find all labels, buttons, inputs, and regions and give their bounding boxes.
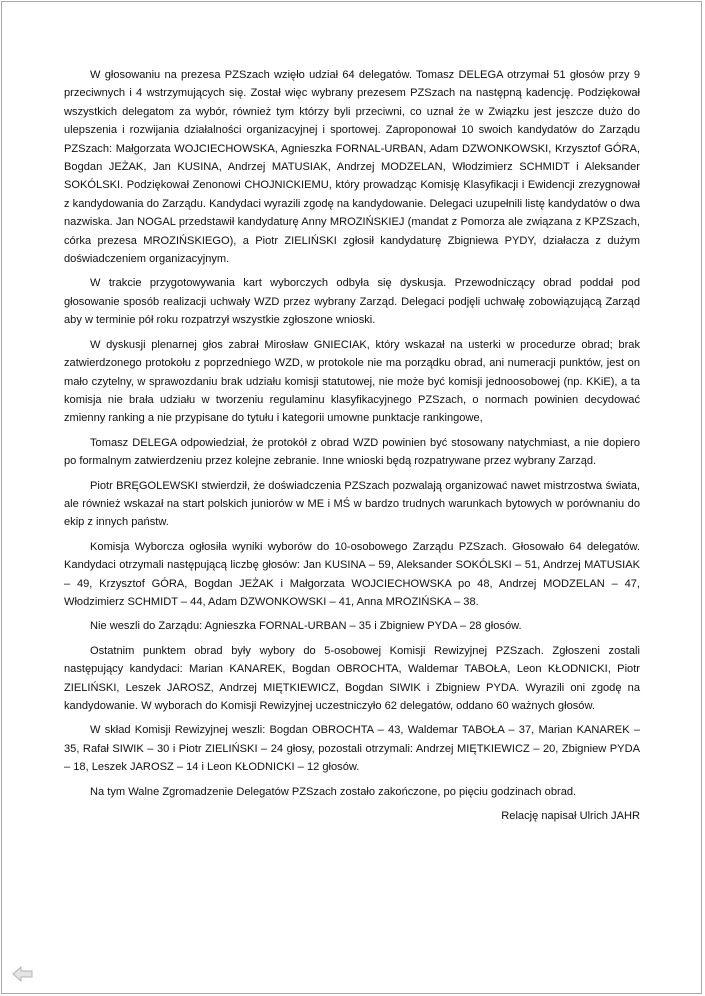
paragraph-board-results: Komisja Wyborcza ogłosiła wyniki wyborów do 10-osobowego Zarządu PZSzach. Głosowało 64 delegatów. Kandydaci otrzymali następującą liczbę głosów: Jan KUSINA – 59, Aleksander SOKÓLSKI – 51, Andrzej MATUSIAK – 49, Krzysztof GÓRA, Bogdan JEŻAK i Małgorzata WOJCIECHOWSKA po 48, Andrzej MODZELAN – 47, Włodzimierz SCHMIDT – 44, Adam DZWONKOWSKI – 41, Anna MROZIŃSKA – 38.	[64, 540, 640, 608]
paragraph-discussion: W trakcie przygotowywania kart wyborczych odbyła się dyskusja. Przewodniczący obrad poddał pod głosowanie sposób realizacji uchwały WZD przez wybrany Zarząd. Delegaci podjęli uchwałę zobowiązującą Zarząd aby w terminie pół roku rozpatrzył wszystkie zgłoszone wnioski.	[64, 277, 640, 327]
paragraph-audit-commission-candidates: Ostatnim punktem obrad były wybory do 5-osobowej Komisji Rewizyjnej PZSzach. Zgłoszeni zostali następujący kandydaci: Marian KANAREK, Bogdan OBROCHTA, Waldemar TABOŁA, Leon KŁODNICKI, Piotr ZIELIŃSKI, Leszek JAROSZ, Andrzej MIĘTKIEWICZ, Bogdan SIWIK i Zbigniew PYDA. Wyrazili oni zgodę na kandydowanie. W wyborach do Komisji Rewizyjnej uczestniczyło 62 delegatów, oddano 60 ważnych głosów.	[64, 644, 640, 712]
paragraph-audit-commission-results: W skład Komisji Rewizyjnej weszli: Bogdan OBROCHTA – 43, Waldemar TABOŁA – 37, Marian KANAREK – 35, Rafał SIWIK – 30 i Piotr ZIELIŃSKI – 24 głosy, pozostali otrzymali: Andrzej MIĘTKIEWICZ – 20, Zbigniew PYDA – 18, Leszek JAROSZ – 14 i Leon KŁODNICKI – 12 głosów.	[64, 724, 640, 774]
paragraph-delega-response: Tomasz DELEGA odpowiedział, że protokół z obrad WZD powinien być stosowany natychmiast, a nie dopiero po formalnym zatwierdzeniu przez kolejne zebranie. Inne wnioski będą rozpatrywane przez wybrany Zarząd.	[64, 436, 640, 468]
paragraph-presidential-vote: W głosowaniu na prezesa PZSzach wzięło udział 64 delegatów. Tomasz DELEGA otrzymał 51 głosów przy 9 przeciwnych i 4 wstrzymujących się. Został więc wybrany prezesem PZSzach na następną kadencję. Podziękował wszystkich delegatom za wybór, również tym którzy byli przeciwni, co uznał że w Związku jest jeszcze dużo do ulepszenia i rozwijania działalności organizacyjnej i sportowej. Zaproponował 10 swoich kandydatów do Zarządu PZSzach: Małgorzata WOJCIECHOWSKA, Agnieszka FORNAL-URBAN, Adam DZWONKOWSKI, Krzysztof GÓRA, Bogdan JEŻAK, Jan KUSINA, Andrzej MATUSIAK, Andrzej MODZELAN, Włodzimierz SCHMIDT i Aleksander SOKÓLSKI. Podziękował Zenonowi CHOJNICKIEMU, który prowadząc Komisję Klasyfikacji i Ewidencji zrezygnował z kandydowania do Zarządu. Kandydaci wyrazili zgodę na kandydowanie. Delegaci uzupełnili listę kandydatów o dwa nazwiska. Jan NOGAL przedstawił kandydaturę Anny MROZIŃSKIEJ (mandat z Pomorza ale związana z KPZSzach, córka prezesa MROZIŃSKIEGO), a Piotr ZIELIŃSKI zgłosił kandydaturę Zbigniewa PYDY, działacza z dużym doświadczeniem organizacyjnym.	[64, 69, 640, 266]
paragraph-bregolewski: Piotr BRĘGOLEWSKI stwierdził, że doświadczenia PZSzach pozwalają organizować nawet mistrzostwa świata, ale również wskazał na start polskich juniorów w ME i MŚ w bardzo trudnych warunkach bytowych w porównaniu do ekip z innych państw.	[64, 479, 640, 529]
paragraph-closing: Na tym Walne Zgromadzenie Delegatów PZSzach zostało zakończone, po pięciu godzinach obrad.	[90, 785, 577, 798]
paragraph-plenary-discussion: W dyskusji plenarnej głos zabrał Mirosław GNIECIAK, który wskazał na usterki w procedurze obrad; brak zatwierdzonego protokołu z poprzedniego WZD, w protokole nie ma porządku obrad, ani numeracji punktów, jest on mało czytelny, w sprawozdaniu brak udziału komisji statutowej, nie może być komisji jednoosobowej (np. KKiE), a ta komisja nie brała udziału w tworzeniu regulaminu klasyfikacyjnego PZSzach, o normach powinien decydować zmienny ranking a nie przypisane do tytułu i kategorii umowne punktacje rankingowe,	[64, 338, 640, 425]
document-body	[64, 66, 640, 831]
back-arrow-icon[interactable]	[12, 966, 34, 982]
paragraph-not-elected: Nie weszli do Zarządu: Agnieszka FORNAL-URBAN – 35 i Zbigniew PYDA – 28 głosów.	[90, 620, 522, 633]
signature: Relację napisał Ulrich JAHR	[501, 810, 640, 823]
